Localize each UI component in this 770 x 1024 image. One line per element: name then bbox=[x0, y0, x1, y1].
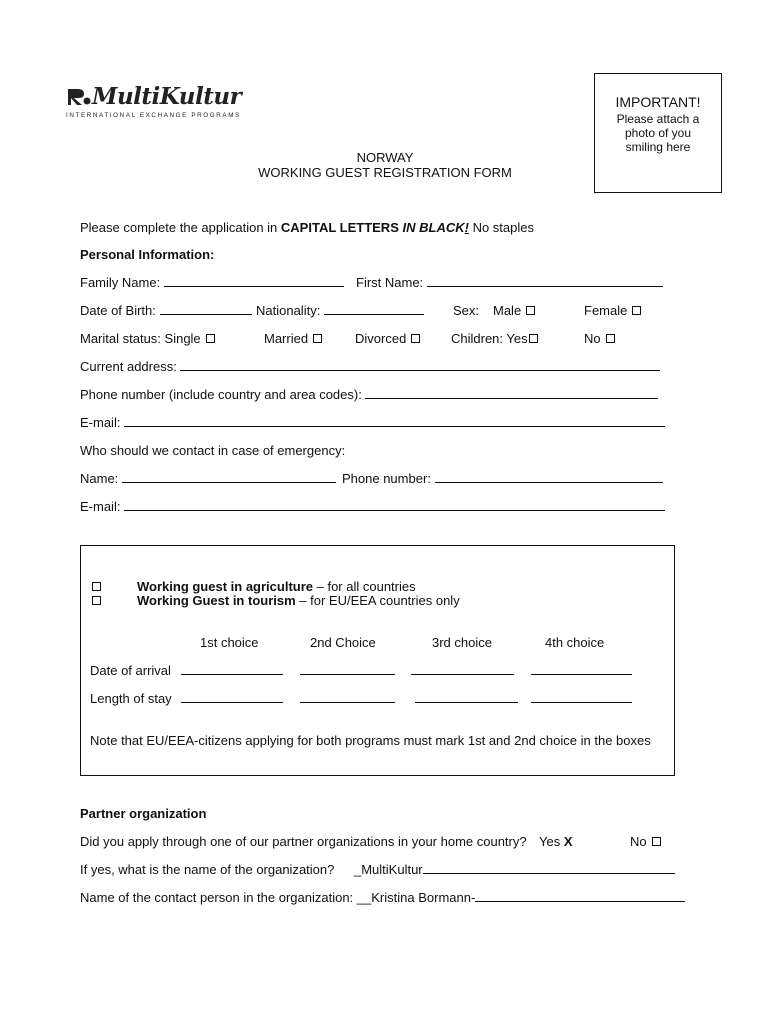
organization-value[interactable]: _MultiKultur bbox=[354, 862, 423, 877]
emergency-email-field[interactable] bbox=[124, 499, 665, 511]
emergency-phone-label: Phone number: bbox=[342, 471, 431, 486]
divorced-checkbox[interactable] bbox=[411, 334, 420, 343]
email-field[interactable] bbox=[124, 415, 665, 427]
partner-no-label: No bbox=[630, 834, 647, 849]
address-label: Current address: bbox=[80, 359, 177, 374]
children-no-label: No bbox=[584, 331, 601, 346]
partner-yes-label: Yes bbox=[539, 834, 561, 849]
emergency-phone-field[interactable] bbox=[435, 471, 663, 483]
dob-field[interactable] bbox=[160, 303, 252, 315]
contact-field[interactable] bbox=[475, 890, 685, 902]
emergency-email-label: E-mail: bbox=[80, 499, 121, 514]
tourism-checkbox[interactable] bbox=[92, 596, 101, 605]
phone-field[interactable] bbox=[365, 387, 658, 399]
address-field[interactable] bbox=[180, 359, 660, 371]
form-title: WORKING GUEST REGISTRATION FORM bbox=[258, 165, 512, 180]
male-label: Male bbox=[493, 303, 522, 318]
logo-wordmark: MultiKultur bbox=[92, 83, 242, 110]
stay-choice-2-field[interactable] bbox=[300, 691, 395, 703]
first-name-field[interactable] bbox=[427, 275, 663, 287]
divorced-label: Divorced bbox=[355, 331, 407, 346]
partner-yes-mark[interactable]: X bbox=[563, 834, 573, 849]
dob-label: Date of Birth: bbox=[80, 303, 156, 318]
partner-heading: Partner organization bbox=[80, 806, 207, 821]
sex-label: Sex: bbox=[453, 303, 480, 318]
family-name-label: Family Name: bbox=[80, 275, 161, 290]
logo-mark-icon bbox=[66, 85, 92, 109]
agriculture-label: Working guest in agriculture bbox=[137, 579, 314, 594]
photo-box-title: IMPORTANT! bbox=[615, 94, 701, 110]
instructions bbox=[80, 220, 534, 235]
personal-heading: Personal Information: bbox=[80, 247, 215, 262]
phone-label: Phone number (include country and area codes): bbox=[80, 387, 362, 402]
instructions-mark: ! bbox=[464, 220, 469, 235]
program-note: Note that EU/EEA-citizens applying for both programs must mark 1st and 2nd choice in the boxes bbox=[90, 733, 651, 748]
instructions-prefix: Please complete the application in bbox=[80, 220, 281, 235]
children-yes-checkbox[interactable] bbox=[529, 334, 538, 343]
photo-text-line: photo of you bbox=[624, 126, 692, 140]
photo-text-line: smiling here bbox=[625, 140, 691, 154]
nationality-field[interactable] bbox=[324, 303, 424, 315]
emergency-name-field[interactable] bbox=[122, 471, 336, 483]
email-label: E-mail: bbox=[80, 415, 121, 430]
instructions-suffix: No staples bbox=[468, 220, 534, 235]
contact-question: Name of the contact person in the organization: bbox=[80, 890, 354, 905]
photo-box-text bbox=[595, 112, 721, 154]
photo-text-line: Please attach a bbox=[616, 112, 700, 126]
arrival-choice-2-field[interactable] bbox=[300, 663, 395, 675]
arrival-choice-4-field[interactable] bbox=[531, 663, 632, 675]
tourism-label: Working Guest in tourism bbox=[137, 593, 296, 608]
family-name-field[interactable] bbox=[164, 275, 344, 287]
children-no-checkbox[interactable] bbox=[606, 334, 615, 343]
nationality-label: Nationality: bbox=[256, 303, 321, 318]
choice-header-2: 2nd Choice bbox=[310, 635, 376, 650]
partner-no-checkbox[interactable] bbox=[652, 837, 661, 846]
male-checkbox[interactable] bbox=[526, 306, 535, 315]
choice-header-3: 3rd choice bbox=[432, 635, 492, 650]
organization-question: If yes, what is the name of the organization? bbox=[80, 862, 335, 877]
agriculture-checkbox[interactable] bbox=[92, 582, 101, 591]
arrival-choice-3-field[interactable] bbox=[411, 663, 514, 675]
organization-field[interactable] bbox=[423, 862, 675, 874]
tourism-desc: – for EU/EEA countries only bbox=[295, 593, 460, 608]
arrival-choice-1-field[interactable] bbox=[181, 663, 283, 675]
married-label: Married bbox=[264, 331, 309, 346]
female-label: Female bbox=[584, 303, 628, 318]
choice-header-1: 1st choice bbox=[200, 635, 259, 650]
stay-choice-1-field[interactable] bbox=[181, 691, 283, 703]
instructions-black: IN BLACK bbox=[402, 220, 465, 235]
instructions-caps: CAPITAL LETTERS bbox=[280, 220, 399, 235]
emergency-question: Who should we contact in case of emergency: bbox=[80, 443, 346, 458]
female-checkbox[interactable] bbox=[632, 306, 641, 315]
married-checkbox[interactable] bbox=[313, 334, 322, 343]
children-label: Children: Yes bbox=[451, 331, 528, 346]
partner-question: Did you apply through one of our partner organizations in your home country? bbox=[80, 834, 527, 849]
stay-choice-4-field[interactable] bbox=[531, 691, 632, 703]
stay-label: Length of stay bbox=[90, 691, 172, 706]
form-country: NORWAY bbox=[356, 150, 414, 165]
choice-header-4: 4th choice bbox=[545, 635, 605, 650]
first-name-label: First Name: bbox=[356, 275, 424, 290]
contact-value[interactable]: __Kristina Bormann- bbox=[356, 890, 476, 905]
agriculture-desc: – for all countries bbox=[313, 579, 416, 594]
logo-tagline: INTERNATIONAL EXCHANGE PROGRAMS bbox=[66, 112, 241, 119]
arrival-label: Date of arrival bbox=[90, 663, 171, 678]
marital-single-label: Marital status: Single bbox=[80, 331, 201, 346]
emergency-name-label: Name: bbox=[80, 471, 119, 486]
stay-choice-3-field[interactable] bbox=[415, 691, 518, 703]
single-checkbox[interactable] bbox=[206, 334, 215, 343]
